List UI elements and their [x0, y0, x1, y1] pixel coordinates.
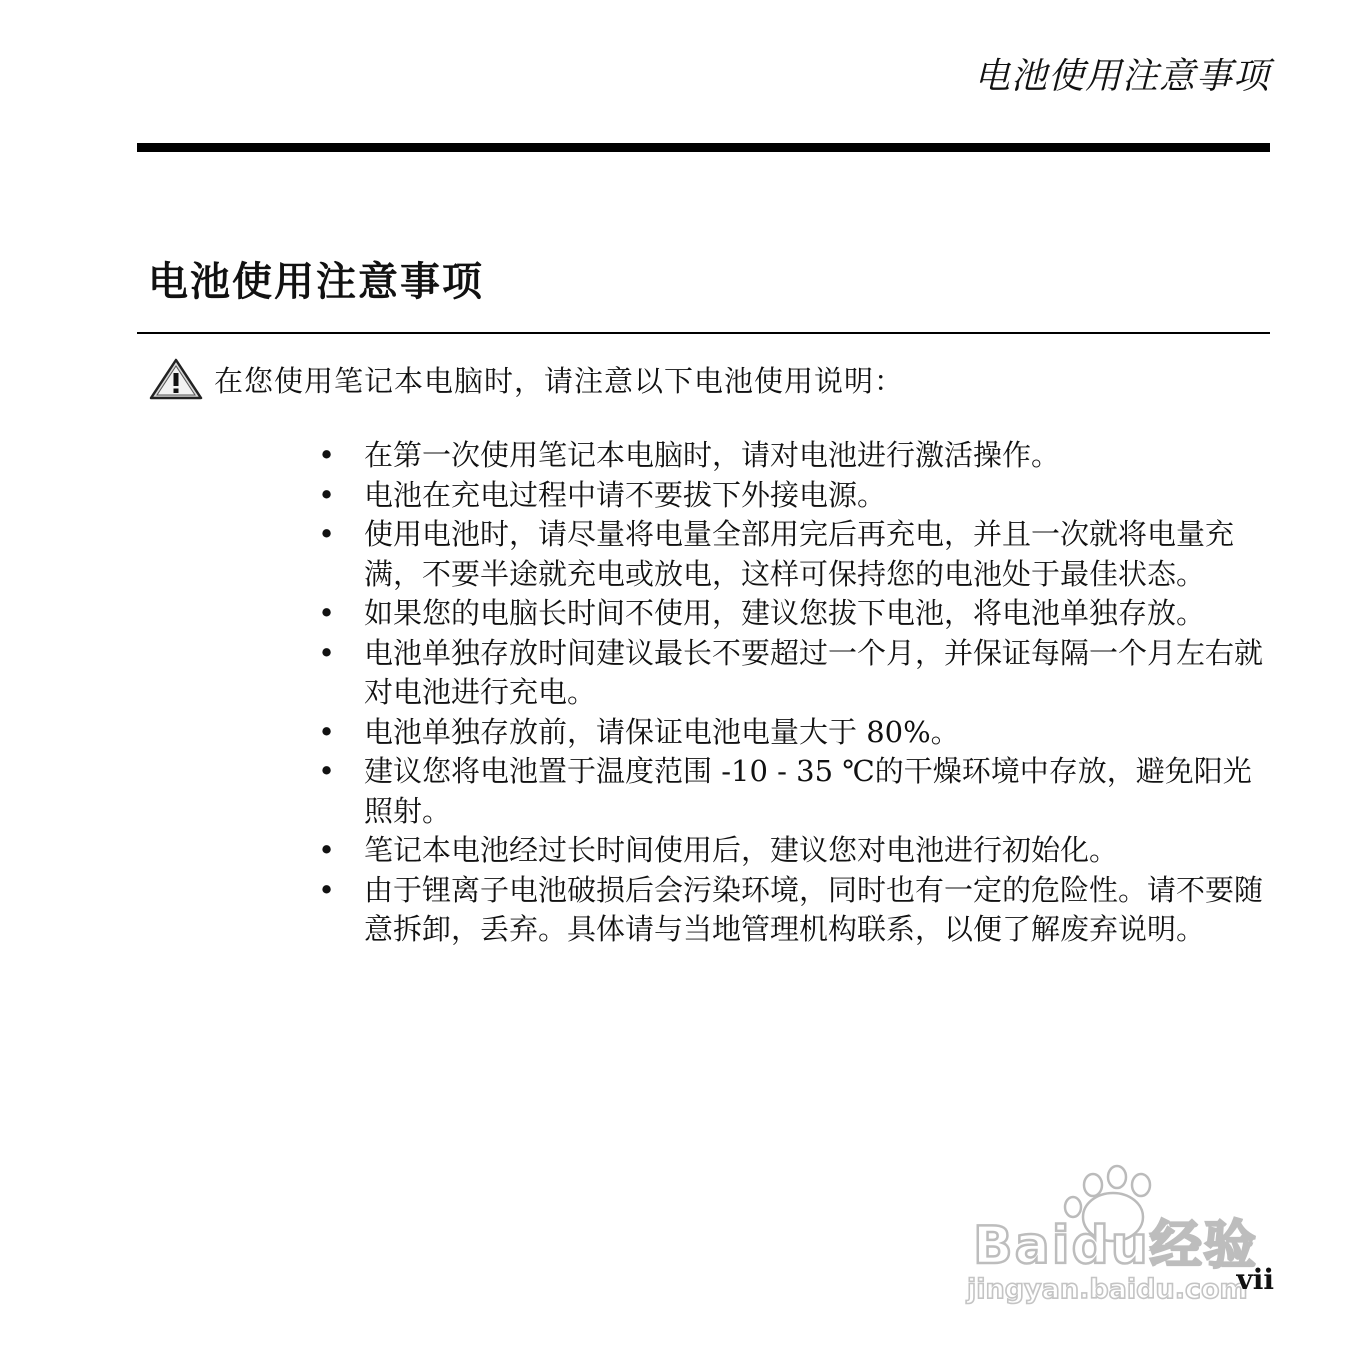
- list-item: [318, 752, 1270, 831]
- list-item: [318, 436, 1270, 476]
- warning-text: 在您使用笔记本电脑时，请注意以下电池使用说明：: [214, 363, 905, 398]
- list-item-text: 使用电池时，请尽量将电量全部用完后再充电，并且一次就将电量充满，不要半途就充电或放电，这样可保持您的电池处于最佳状态。: [364, 517, 1235, 591]
- list-item: [318, 713, 1270, 753]
- list-item: [318, 871, 1270, 950]
- header-divider: [137, 143, 1270, 152]
- bullet: •: [318, 477, 336, 512]
- list-item: [318, 594, 1270, 634]
- battery-notes-list: [318, 436, 1270, 950]
- page-number: vii: [1236, 1263, 1274, 1296]
- list-item-text: 电池单独存放前，请保证电池电量大于 80%。: [364, 714, 960, 749]
- list-item-text: 电池单独存放时间建议最长不要超过一个月，并保证每隔一个月左右就对电池进行充电。: [364, 635, 1264, 709]
- section-divider: [137, 332, 1270, 334]
- warning-intro: [148, 357, 904, 401]
- list-item-text: 在第一次使用笔记本电脑时，请对电池进行激活操作。: [364, 438, 1061, 472]
- warning-triangle-icon: [148, 357, 204, 401]
- bullet: •: [318, 714, 336, 749]
- bullet: •: [318, 517, 336, 551]
- list-item-text: 笔记本电池经过长时间使用后，建议您对电池进行初始化。: [364, 833, 1119, 867]
- bullet: •: [318, 754, 336, 788]
- bullet: •: [318, 833, 336, 867]
- bullet: •: [318, 596, 336, 630]
- list-item-text: 如果您的电脑长时间不使用，建议您拔下电池，将电池单独存放。: [364, 596, 1206, 630]
- list-item-text: 建议您将电池置于温度范围 -10 - 35 ℃的干燥环境中存放，避免阳光照射。: [364, 754, 1252, 828]
- list-item-text: 由于锂离子电池破损后会污染环境，同时也有一定的危险性。请不要随意拆卸，丢弃。具体请与当地管理机构联系，以便了解废弃说明。: [364, 872, 1264, 946]
- section-title: 电池使用注意事项: [148, 259, 484, 305]
- list-item: [318, 831, 1270, 871]
- list-item: [318, 476, 1270, 516]
- list-item: [318, 634, 1270, 713]
- list-item-text: 电池在充电过程中请不要拔下外接电源。: [364, 477, 887, 512]
- watermark-brand: Baidu经验: [973, 1216, 1258, 1276]
- bullet: •: [318, 635, 336, 670]
- baidu-jingyan-watermark: [965, 1155, 1275, 1305]
- watermark-url: jingyan.baidu.com: [967, 1274, 1248, 1305]
- bullet: •: [318, 872, 336, 907]
- running-header-title: 电池使用注意事项: [973, 56, 1270, 97]
- bullet: •: [318, 438, 336, 472]
- list-item: [318, 515, 1270, 594]
